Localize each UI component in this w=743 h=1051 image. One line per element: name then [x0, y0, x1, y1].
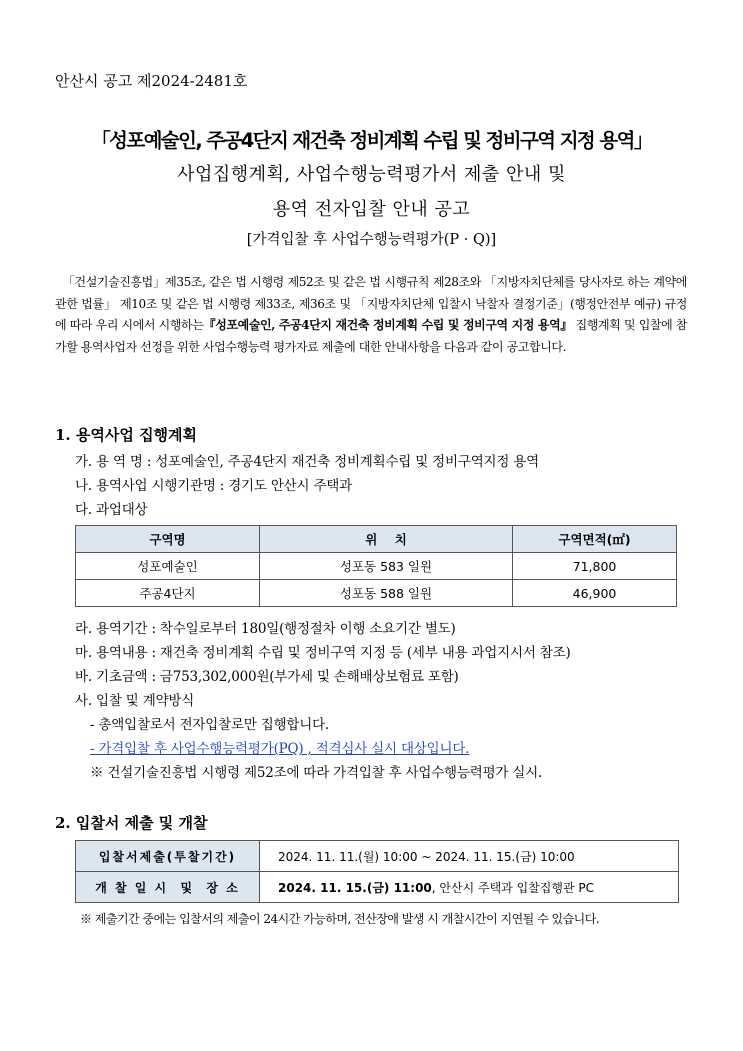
document-title: 「성포예술인, 주공4단지 재건축 정비계획 수립 및 정비구역 지정 용역」 — [91, 129, 652, 152]
table-cell: 성포동 588 일원 — [260, 580, 513, 607]
table-header-cell: 구역명 — [76, 526, 260, 553]
schedule-value — [260, 872, 679, 903]
table-row — [76, 580, 677, 607]
item-ga-service-name: 가. 용 역 명 : 성포예술인, 주공4단지 재건축 정비계획수립 및 정비구역지정 용역 — [75, 454, 539, 470]
item-da-target: 다. 과업대상 — [75, 502, 148, 518]
schedule-label: 개 찰 일 시 및 장 소 — [76, 872, 260, 903]
notice-number: 안산시 공고 제2024-2481호 — [55, 72, 248, 90]
item-ba-base-amount: 바. 기초금액 : 금753,302,000원(부가세 및 손해배상보험료 포함) — [75, 669, 459, 685]
table-header-cell: 구역면적(㎡) — [513, 526, 677, 553]
bid-method-reference-note: ※ 건설기술진흥법 시행령 제52조에 따라 가격입찰 후 사업수행능력평가 실시. — [90, 765, 543, 781]
intro-part-2: 집행계획 및 입찰에 참가할 용역사업자 선정을 위한 사업수행능력 평가자료 제출에 대한 안내사항을 다음과 같이 공고합니다. — [55, 318, 687, 354]
table-cell: 71,800 — [513, 553, 677, 580]
schedule-value: 2024. 11. 11.(월) 10:00 ~ 2024. 11. 15.(금) 10:00 — [260, 841, 679, 872]
table-header-row — [76, 526, 677, 553]
opening-datetime: 2024. 11. 15.(금) 11:00 — [278, 880, 432, 895]
opening-place: , 안산시 주택과 입찰집행관 PC — [431, 880, 594, 895]
intro-part-1: 「건설기술진흥법」제35조, 같은 법 시행령 제52조 및 같은 법 시행규칙 제28조와 「지방자치단체를 당사자로 하는 계약에 관한 법률」 제10조 및 같은 법 시행령 제33조, 제36조 및 「지방자치단체 입찰시 낙찰자 결정기준」(행정안전부 예규) 규정에 따라 우리 시에서 시행하는 — [55, 275, 687, 332]
bid-method-note-1: - 총액입찰로서 전자입찰로만 집행합니다. — [90, 717, 330, 733]
table-cell: 46,900 — [513, 580, 677, 607]
intro-paragraph — [55, 272, 687, 358]
table-cell: 주공4단지 — [76, 580, 260, 607]
table-cell: 성포동 583 일원 — [260, 553, 513, 580]
table-row — [76, 553, 677, 580]
item-sa-bid-method: 사. 입찰 및 계약방식 — [75, 693, 195, 709]
submission-note: ※ 제출기간 중에는 입찰서의 제출이 24시간 가능하며, 전산장애 발생 시 개찰시간이 지연될 수 있습니다. — [80, 912, 600, 926]
document-subtitle-3: [가격입찰 후 사업수행능력평가(P · Q)] — [246, 232, 497, 248]
target-area-table — [75, 525, 677, 607]
table-row — [76, 841, 679, 872]
bid-schedule-table — [75, 840, 679, 903]
item-ma-content: 마. 용역내용 : 재건축 정비계획 수립 및 정비구역 지정 등 (세부 내용 과업지시서 참조) — [75, 645, 571, 661]
table-cell: 성포예술인 — [76, 553, 260, 580]
intro-project-name: 『성포예술인, 주공4단지 재건축 정비계획 수립 및 정비구역 지정 용역』 — [203, 318, 573, 332]
bid-method-pq-link[interactable]: - 가격입찰 후 사업수행능력평가(PQ) , 적격심사 실시 대상입니다. — [90, 741, 470, 757]
document-subtitle-1: 사업집행계획, 사업수행능력평가서 제출 안내 및 — [177, 164, 566, 185]
section-1-heading: 1. 용역사업 집행계획 — [55, 426, 198, 444]
table-row — [76, 872, 679, 903]
item-na-agency: 나. 용역사업 시행기관명 : 경기도 안산시 주택과 — [75, 478, 352, 494]
schedule-label: 입찰서제출(투찰기간) — [76, 841, 260, 872]
item-ra-period: 라. 용역기간 : 착수일로부터 180일(행정절차 이행 소요기간 별도) — [75, 621, 456, 637]
section-2-heading: 2. 입찰서 제출 및 개찰 — [55, 814, 208, 832]
document-subtitle-2: 용역 전자입찰 안내 공고 — [272, 199, 471, 220]
table-header-cell: 위 치 — [260, 526, 513, 553]
